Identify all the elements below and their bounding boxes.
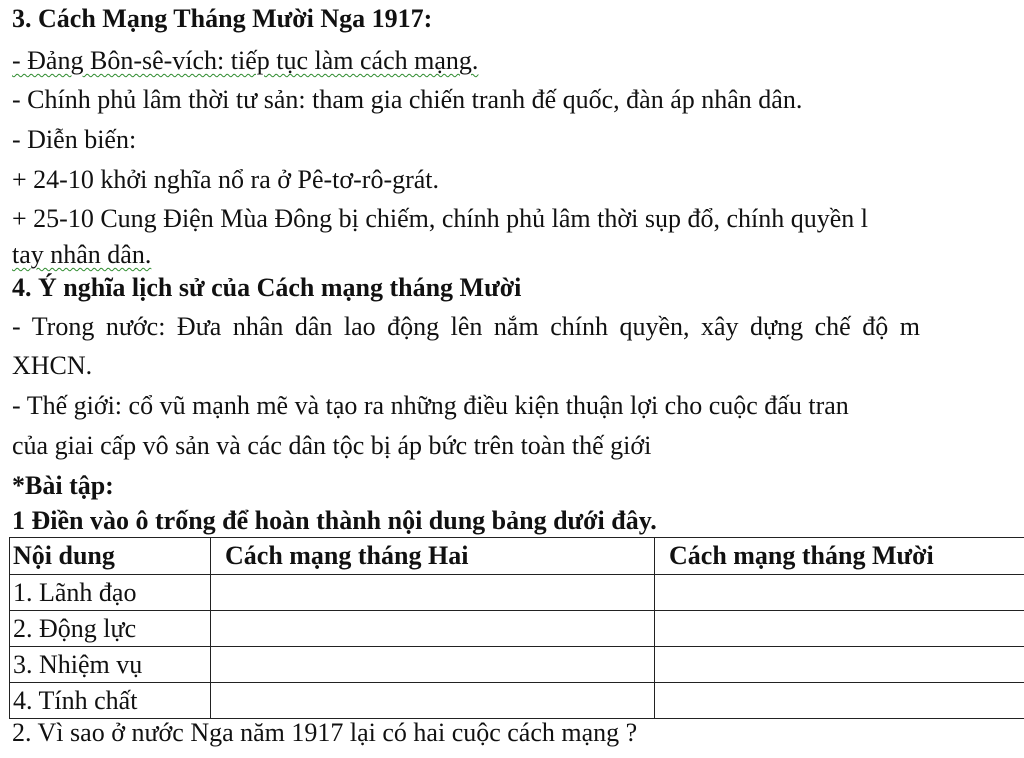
table-row bbox=[10, 683, 1024, 719]
answer-cell[interactable] bbox=[655, 611, 1024, 647]
header-february-revolution: Cách mạng tháng Hai bbox=[211, 538, 655, 575]
comparison-table bbox=[9, 537, 1024, 719]
answer-cell[interactable] bbox=[211, 647, 655, 683]
answer-cell[interactable] bbox=[655, 575, 1024, 611]
domestic-line-2: XHCN. bbox=[12, 351, 93, 380]
answer-cell[interactable] bbox=[211, 575, 655, 611]
question-2: 2. Vì sao ở nước Nga năm 1917 lại có hai cuộc cách mạng ? bbox=[12, 718, 638, 747]
world-line-1: - Thế giới: cổ vũ mạnh mẽ và tạo ra những điều kiện thuận lợi cho cuộc đấu tran bbox=[12, 391, 849, 420]
provisional-gov-line: - Chính phủ lâm thời tư sản: tham gia chiến tranh đế quốc, đàn áp nhân dân. bbox=[12, 85, 803, 114]
table-row bbox=[10, 647, 1024, 683]
section-4-title: 4. Ý nghĩa lịch sử của Cách mạng tháng Mười bbox=[12, 273, 522, 302]
header-content: Nội dung bbox=[10, 538, 211, 575]
exercise-heading: *Bài tập: bbox=[12, 471, 114, 500]
row-label: 4. Tính chất bbox=[10, 683, 211, 719]
table-row bbox=[10, 611, 1024, 647]
table-row bbox=[10, 575, 1024, 611]
answer-cell[interactable] bbox=[655, 683, 1024, 719]
header-october-revolution: Cách mạng tháng Mười bbox=[655, 538, 1024, 575]
event-2-line-2-text: tay nhân dân. bbox=[12, 240, 152, 269]
row-label: 2. Động lực bbox=[10, 611, 211, 647]
question-1: 1 Điền vào ô trống để hoàn thành nội dung bảng dưới đây. bbox=[12, 506, 657, 535]
bolshevik-text: - Đảng Bôn-sê-vích: tiếp tục làm cách mạng. bbox=[12, 46, 479, 75]
events-heading: - Diễn biến: bbox=[12, 125, 137, 154]
bolshevik-line bbox=[12, 46, 478, 76]
event-2-line-1: + 25-10 Cung Điện Mùa Đông bị chiếm, chính phủ lâm thời sụp đổ, chính quyền l bbox=[12, 204, 868, 233]
row-label: 3. Nhiệm vụ bbox=[10, 647, 211, 683]
table-header-row bbox=[10, 538, 1024, 575]
event-1: + 24-10 khởi nghĩa nổ ra ở Pê-tơ-rô-grát. bbox=[12, 165, 440, 194]
domestic-line-1: - Trong nước: Đưa nhân dân lao động lên nắm chính quyền, xây dựng chế độ m bbox=[12, 312, 920, 341]
answer-cell[interactable] bbox=[211, 611, 655, 647]
event-2-line-2 bbox=[12, 240, 151, 270]
answer-cell[interactable] bbox=[655, 647, 1024, 683]
row-label: 1. Lãnh đạo bbox=[10, 575, 211, 611]
section-3-title: 3. Cách Mạng Tháng Mười Nga 1917: bbox=[12, 4, 433, 33]
world-line-2: của giai cấp vô sản và các dân tộc bị áp bức trên toàn thế giới bbox=[12, 431, 652, 460]
answer-cell[interactable] bbox=[211, 683, 655, 719]
